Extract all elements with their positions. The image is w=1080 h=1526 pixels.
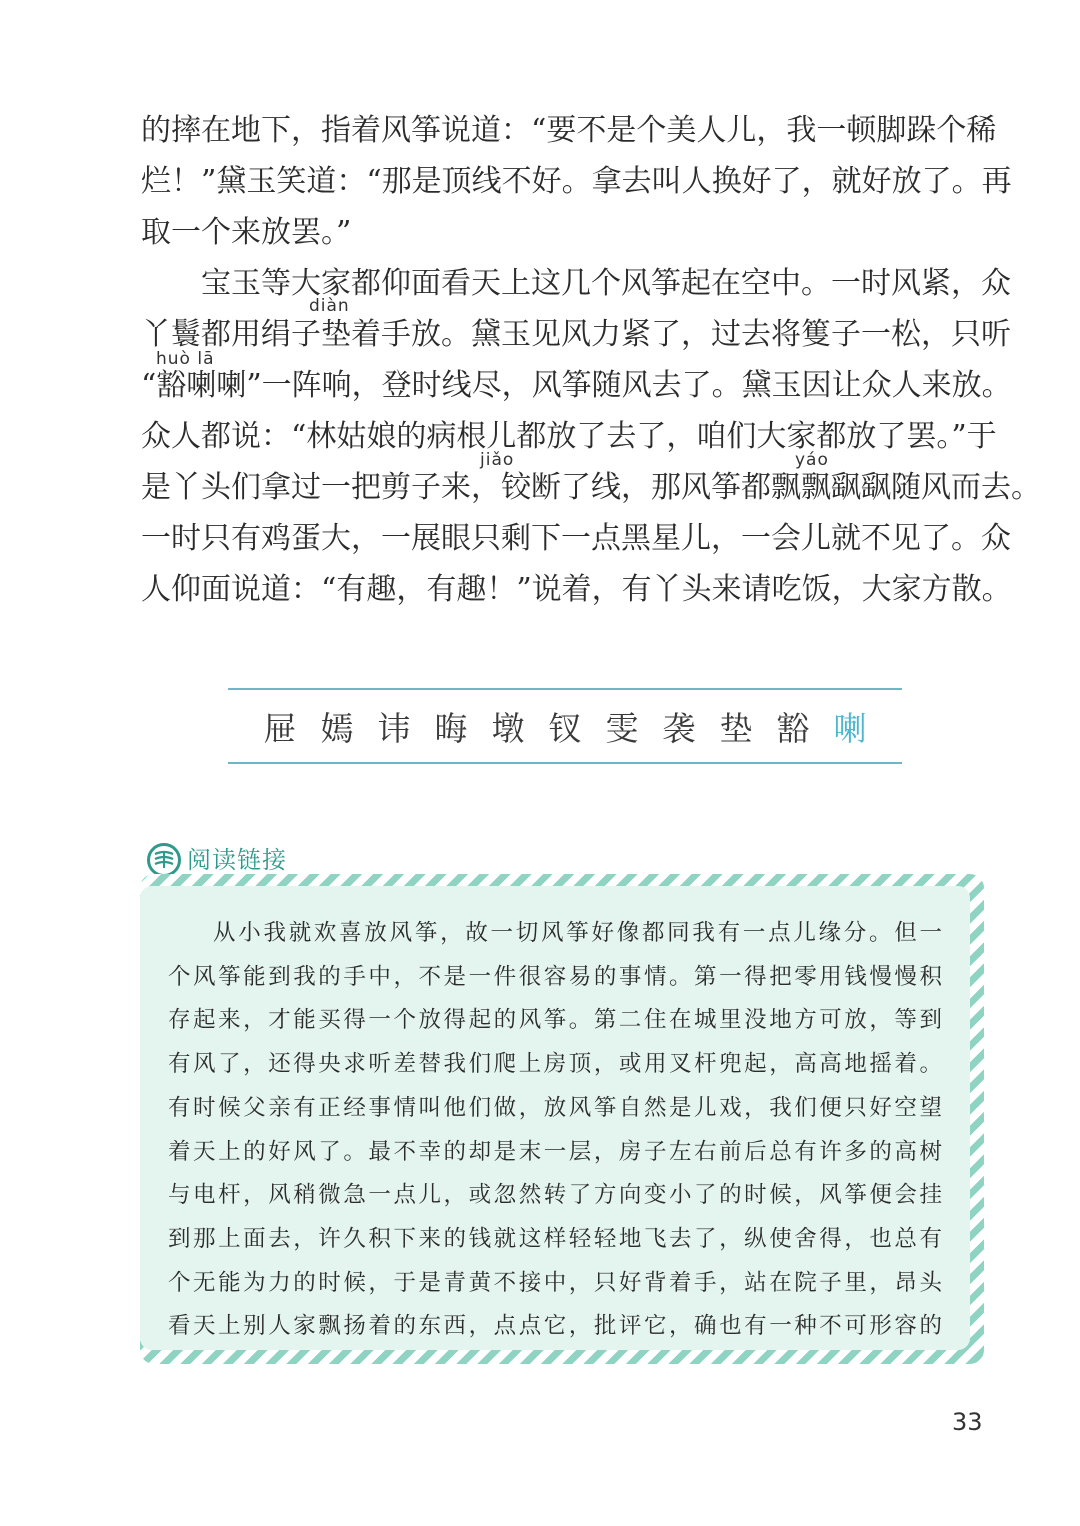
reading-line: 看天上别人家飘扬着的东西，点点它，批评它，确也有一种不可形容的 [168,1313,942,1340]
vocab-char-highlight: 喇 [833,708,867,748]
vocab-char: 钗 [548,708,582,748]
reading-line: 存起来，才能买得一个放得起的风筝。第二住在城里没地方可放，等到 [168,1007,942,1034]
pinyin-annotation: huò lā [156,349,215,369]
passage-line: 烂！”黛玉笑道：“那是顶线不好。拿去叫人换好了，就好放了。再 [141,164,1012,199]
page-number: 33 [952,1408,983,1436]
vocabulary-box [228,688,902,764]
passage-line: 是丫头们拿过一把剪子来，铰断了线，那风筝都飘飘飖飖随风而去。 [141,470,1041,505]
vocab-char: 讳 [377,708,411,748]
passage-line: 的摔在地下，指着风筝说道：“要不是个美人儿，我一顿脚跺个稀 [141,113,997,148]
passage-line: 人仰面说道：“有趣，有趣！”说着，有丫头来请吃饭，大家方散。 [141,572,1012,607]
reading-line: 有风了，还得央求听差替我们爬上房顶，或用叉杆兜起，高高地摇着。 [168,1051,942,1078]
passage-line: 取一个来放罢。” [141,215,352,250]
reading-line: 个风筝能到我的手中，不是一件很容易的事情。第一得把零用钱慢慢积 [168,963,942,990]
reading-line: 到那上面去，许久积下来的钱就这样轻轻地飞去了，纵使舍得，也总有 [168,1225,942,1252]
vocab-char: 雯 [605,708,639,748]
passage-line: “豁喇喇”一阵响，登时线尽，风筝随风去了。黛玉因让众人来放。 [141,368,1012,403]
pinyin-annotation: jiǎo [480,450,515,470]
reading-link-text [168,912,942,1349]
passage-line: 丫鬟都用绢子垫着手放。黛玉见风力紧了，过去将篗子一松，只听 [141,317,1011,352]
reading-link-card [140,874,984,1364]
vocab-char: 豁 [776,708,810,748]
vocab-char: 墩 [491,708,525,748]
passage-line: 一时只有鸡蛋大，一展眼只剩下一点黑星儿，一会儿就不见了。众 [141,521,1011,556]
passage-line: 宝玉等大家都仰面看天上这几个风筝起在空中。一时风紧，众 [201,266,1011,301]
reading-link-body [140,886,970,1350]
vocab-char: 袭 [662,708,696,748]
main-passage [141,105,1041,615]
vocab-char: 晦 [434,708,468,748]
vocab-char: 嫣 [320,708,354,748]
pinyin-annotation: yáo [795,450,829,470]
reading-line: 着天上的好风了。最不幸的却是末一层，房子左右前后总有许多的高树 [168,1138,942,1165]
reading-line: 从小我就欢喜放风筝，故一切风筝好像都同我有一点儿缘分。但一 [213,920,942,946]
reading-line: 有时候父亲有正经事情叫他们做，放风筝自然是儿戏，我们便只好空望 [168,1094,942,1121]
vocab-char: 垫 [719,708,753,748]
vocabulary-chars [264,703,867,750]
reading-line: 个无能为力的时候，于是青黄不接中，只好背着手，站在院子里，昂头 [168,1269,942,1296]
vocab-char: 屉 [263,708,297,748]
reading-link-title: 阅读链接 [187,840,287,880]
passage-line: 众人都说：“林姑娘的病根儿都放了去了，咱们大家都放了罢。”于 [141,419,997,454]
book-icon [147,843,181,877]
reading-line: 与电杆，风稍微急一点儿，或忽然转了方向变小了的时候，风筝便会挂 [168,1182,942,1209]
pinyin-annotation: diàn [309,296,350,316]
